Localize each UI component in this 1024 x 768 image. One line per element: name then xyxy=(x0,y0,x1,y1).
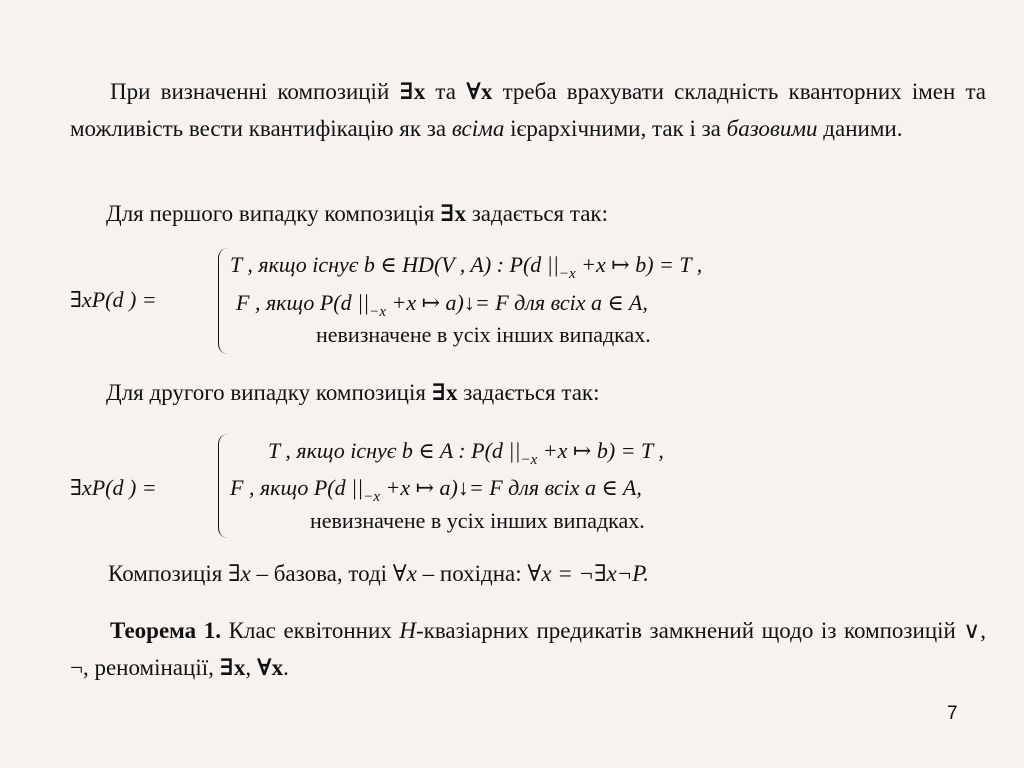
derived-formula: ∀x = ¬∃x¬P. xyxy=(527,561,650,586)
case-row: невизначене в усіх інших випадках. xyxy=(316,322,651,347)
text-fragment: При визначенні композицій xyxy=(110,79,400,104)
text-fragment: Композиція xyxy=(108,561,229,586)
exists-x-quantifier: ∃x xyxy=(431,380,458,405)
composition-line xyxy=(108,561,649,587)
text-fragment: – базова, тоді xyxy=(250,561,393,586)
forall-x-quantifier: ∀x xyxy=(256,655,284,680)
case-text: +x ↦ b) = T , xyxy=(575,252,703,277)
subscript: −x xyxy=(520,452,538,468)
case-text: +x ↦ b) = T , xyxy=(537,438,664,463)
text-fragment: Клас еквітонних xyxy=(221,618,400,643)
forall-x-quantifier: ∀x xyxy=(392,561,417,586)
case-text: +x ↦ a)↓= F для всіх a ∈ A, xyxy=(379,475,642,500)
subscript: −x xyxy=(369,304,386,320)
page-number: 7 xyxy=(947,703,958,724)
exists-x-quantifier: ∃x xyxy=(219,655,246,680)
subscript: −x xyxy=(363,489,380,505)
text-fragment: даними. xyxy=(817,116,903,141)
text-fragment: -квазіарних предикатів замкнений щодо із композицій ∨, ¬, реномінації, xyxy=(70,618,987,680)
exists-x-quantifier: ∃x xyxy=(440,201,466,226)
text-fragment: задається так: xyxy=(465,201,608,226)
case1-intro xyxy=(106,200,608,227)
case-row xyxy=(230,475,642,505)
text-fragment: – похідна: xyxy=(416,561,528,586)
formula-lhs: ∃xP(d ) = xyxy=(70,287,157,312)
case-row xyxy=(230,252,703,282)
case-row: невизначене в усіх інших випадках. xyxy=(310,508,645,533)
case-text: T , якщо існує b ∈ HD(V , A) : P(d || xyxy=(230,252,559,277)
text-fragment: задається так: xyxy=(457,380,600,405)
exists-x-quantifier: ∃x xyxy=(228,561,251,586)
formula-lhs: ∃xP(d ) = xyxy=(70,475,157,500)
case-text: +x ↦ a)↓= F для всіх a ∈ A, xyxy=(385,290,648,315)
text-fragment: Для другого випадку композиція xyxy=(106,380,432,405)
case-text: F , якщо P(d || xyxy=(236,290,370,315)
case-text: F , якщо P(d || xyxy=(230,475,364,500)
text-fragment: треба врахувати складність кванторних імен та можливість вести квантифікацію як за xyxy=(70,79,987,141)
text-fragment: Для першого випадку композиція xyxy=(106,201,441,226)
text-fragment: ієрархічними, так і за xyxy=(504,116,727,141)
emphasis-base: базовими xyxy=(726,116,818,141)
theorem-paragraph xyxy=(70,612,986,686)
case-row xyxy=(236,290,648,320)
exists-x-quantifier: ∃x xyxy=(399,79,426,104)
subscript: −x xyxy=(558,266,576,282)
case2-intro xyxy=(106,379,600,406)
intro-paragraph xyxy=(70,73,986,147)
theorem-label: Теорема 1. xyxy=(110,618,222,643)
forall-x-quantifier: ∀x xyxy=(466,79,493,104)
case-text: T , якщо існує b ∈ A : P(d || xyxy=(268,438,521,463)
text-fragment: . xyxy=(283,655,289,680)
h-symbol: H xyxy=(399,618,416,643)
emphasis-all: всіма xyxy=(451,116,505,141)
case-row xyxy=(268,438,664,468)
text-fragment: та xyxy=(425,79,467,104)
text-fragment: , xyxy=(245,655,257,680)
